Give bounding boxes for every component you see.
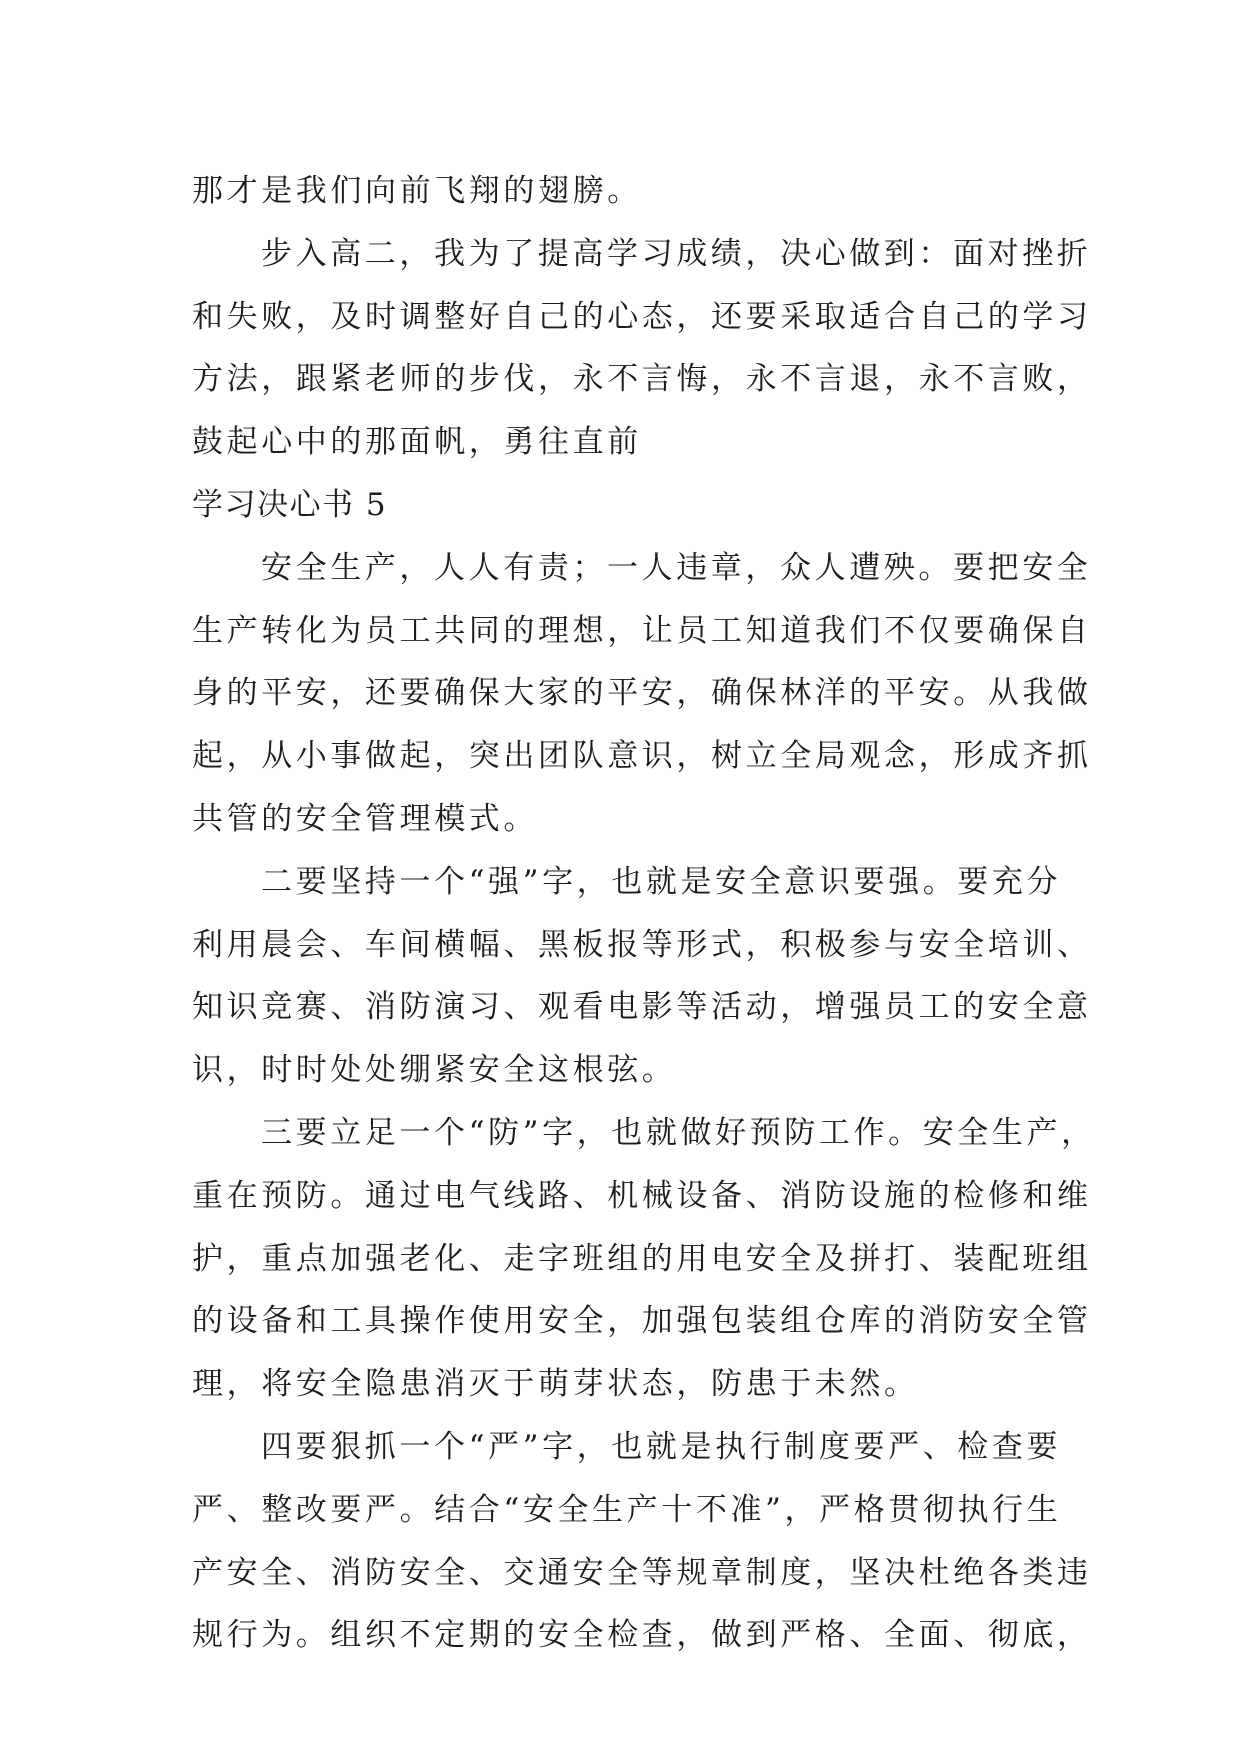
text-line: 护，重点加强老化、走字班组的用电安全及拼打、装配班组 [192,1240,1092,1277]
text-line: 鼓起心中的那面帆，勇往直前 [192,424,642,461]
text-line: 共管的安全管理模式。 [192,800,538,837]
text-line: 二要坚持一个“强”字，也就是安全意识要强。要充分 [261,863,1062,900]
text-line: 产安全、消防安全、交通安全等规章制度，坚决杜绝各类违 [192,1554,1092,1591]
text-line: 知识竞赛、消防演习、观看电影等活动，增强员工的安全意 [192,989,1092,1026]
text-line: 安全生产，人人有责；一人违章，众人遭殃。要把安全 [261,549,1092,586]
text-line: 方法，跟紧老师的步伐，永不言悔，永不言退，永不言败， [192,361,1092,398]
text-line: 步入高二，我为了提高学习成绩，决心做到：面对挫折 [261,235,1092,272]
text-line: 起，从小事做起，突出团队意识，树立全局观念，形成齐抓 [192,738,1092,775]
text-line: 识，时时处处绷紧安全这根弦。 [192,1052,677,1089]
text-line: 规行为。组织不定期的安全检查，做到严格、全面、彻底， [192,1617,1092,1654]
text-line: 和失败，及时调整好自己的心态，还要采取适合自己的学习 [192,298,1092,335]
text-line: 理，将安全隐患消灭于萌芽状态，防患于未然。 [192,1366,919,1403]
text-line: 生产转化为员工共同的理想，让员工知道我们不仅要确保自 [192,612,1092,649]
text-line: 的设备和工具操作使用安全，加强包装组仓库的消防安全管 [192,1303,1092,1340]
text-line: 重在预防。通过电气线路、机械设备、消防设施的检修和维 [192,1177,1092,1214]
text-line: 三要立足一个“防”字，也就做好预防工作。安全生产， [261,1114,1096,1151]
text-line: 那才是我们向前飞翔的翅膀。 [192,173,642,209]
text-line: 利用晨会、车间横幅、黑板报等形式，积极参与安全培训、 [192,926,1092,963]
section-heading: 学习决心书 5 [192,486,388,523]
text-line: 四要狠抓一个“严”字，也就是执行制度要严、检查要 [261,1428,1062,1465]
document-body [192,160,1096,1667]
text-line: 严、整改要严。结合“安全生产十不准”，严格贯彻执行生 [192,1491,1062,1528]
text-line: 身的平安，还要确保大家的平安，确保林洋的平安。从我做 [192,675,1092,712]
